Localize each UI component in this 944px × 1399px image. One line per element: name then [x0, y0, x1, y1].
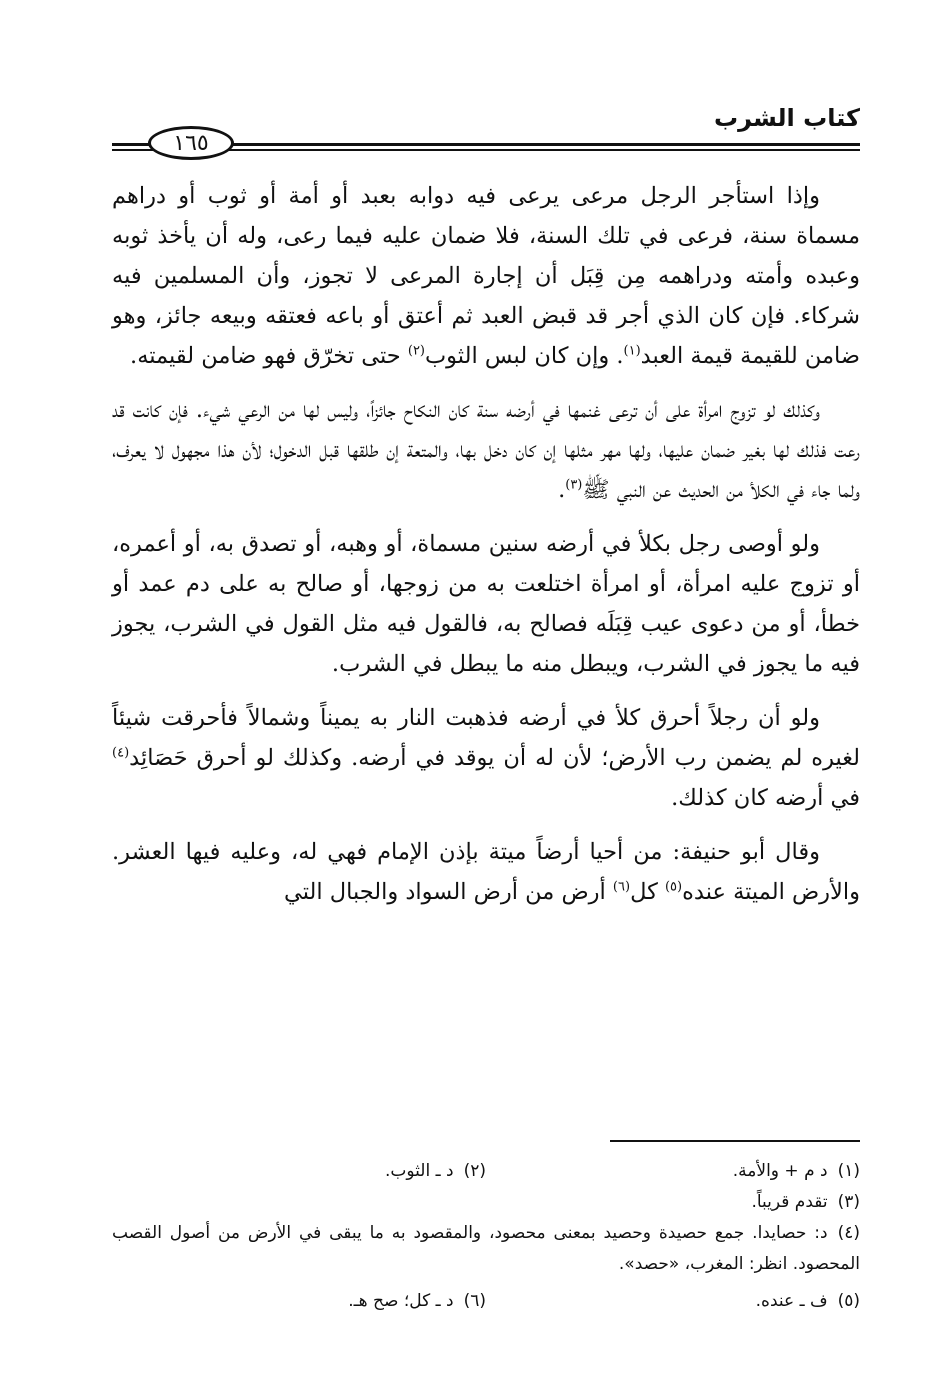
paragraph-text: . وإن كان لبس الثوب — [425, 343, 624, 369]
paragraph-text: كل — [630, 879, 665, 905]
footnote-ref: (٢) — [407, 343, 425, 359]
footnote-number: (١) — [837, 1161, 860, 1181]
footnote-number: (٥) — [837, 1291, 860, 1311]
footnote-row — [112, 1187, 860, 1218]
footnote-5 — [486, 1286, 860, 1317]
footnote-3 — [486, 1187, 860, 1218]
main-text — [112, 176, 860, 926]
paragraph-text: ولو أوصى رجل بكلأ في أرضه سنين مسماة، أو وهبه، أو تصدق به، أو أعمره، أو تزوج عليه امرأة، أو امرأة اختلعت به من زوجها، أو صالح به على دم عمد أو خطأ، أو من دعوى عيب قِبَلَه فصالح به، فالقول فيه مثل القول في الشرب، يجوز فيه ما يجوز في الشرب، ويبطل منه ما يبطل في الشرب. — [112, 531, 860, 677]
footnote-text: د م + والأمة. — [732, 1161, 828, 1181]
footnote-ref: (٣) — [565, 477, 583, 493]
footnote-number: (٣) — [837, 1192, 860, 1212]
footnote-text: ف ـ عنده. — [755, 1291, 828, 1311]
paragraph-text: وقال أبو حنيفة: من أحيا أرضاً ميتة بإذن الإمام فهي له، وعليه فيها العشر. والأرض الميتة عنده — [112, 839, 860, 905]
footnote-ref: (٦) — [612, 879, 631, 895]
footnote-text: د: حصايدا. جمع حصيدة وحصيد بمعنى محصود، والمقصود به ما يبقى في الأرض من أصول القصب المحصود. انظر: المغرب، «حصد». — [112, 1223, 860, 1274]
footnote-2 — [112, 1156, 486, 1187]
footnote-4 — [112, 1218, 860, 1280]
footnote-text: تقدم قريباً. — [751, 1192, 828, 1212]
paragraph-text: وكذلك لو تزوج امرأة على أن ترعى غنمها في أرضه سنة كان النكاح جائزاً، وليس لها من الرعي شيء. فإن كانت قد رعت فذلك لها بغير ضمان عليها، ولها مهر مثلها إن كان دخل بها، والمتعة إن طلقها قبل الدخول؛ لأن هذا مجهول لا يعرف، ولما جاء في الكلأ من الحديث عن النبي ﷺ — [112, 397, 860, 503]
footnote-text: د ـ كل؛ صح هـ. — [348, 1291, 454, 1311]
paragraph-text: حتى تخرّق فهو ضامن لقيمته. — [130, 343, 408, 369]
footnote-text: د ـ الثوب. — [384, 1161, 454, 1181]
paragraph — [112, 524, 860, 684]
paragraph-text: في أرضه كان كذلك. — [671, 785, 860, 811]
footnote-number: (٦) — [463, 1291, 486, 1311]
footnote-divider — [610, 1140, 860, 1142]
paragraph-text: ولو أن رجلاً أحرق كلأ في أرضه فذهبت النار به يميناً وشمالاً فأحرقت شيئاً لغيره لم يضمن رب الأرض؛ لأن له أن يوقد في أرضه. وكذلك لو أحرق حَصَائِد — [112, 705, 860, 771]
footnote-1 — [486, 1156, 860, 1187]
paragraph-text: أرض من أرض السواد والجبال التي — [283, 879, 613, 905]
footnote-row — [112, 1156, 860, 1187]
footnote-number: (٤) — [837, 1223, 860, 1243]
footnote-ref: (٥) — [664, 879, 683, 895]
footnote-6 — [112, 1286, 486, 1317]
paragraph — [112, 832, 860, 912]
paragraph — [112, 176, 860, 376]
footnote-number: (٢) — [463, 1161, 486, 1181]
paragraph-text: . — [558, 477, 566, 503]
footnote-row — [112, 1286, 860, 1317]
footnotes — [112, 1156, 860, 1317]
footnote-ref: (١) — [623, 343, 641, 359]
footnote-ref: (٤) — [112, 745, 130, 761]
page-number: ١٦٥ — [148, 126, 234, 160]
paragraph — [112, 390, 860, 510]
paragraph — [112, 698, 860, 818]
running-header-title: كتاب الشرب — [714, 104, 860, 132]
paragraph-text: وإذا استأجر الرجل مرعى يرعى فيه دوابه بعبد أو أمة أو ثوب أو دراهم مسماة سنة، فرعى في تلك السنة، فلا ضمان عليه فيما رعى، وله أن يأخذ ثوبه وعبده وأمته ودراهمه مِن قِبَل أن إجارة المرعى لا تجوز، وأن المسلمين فيه شركاء. فإن كان الذي أجر قد قبض العبد ثم أعتق أو باعه فعتقه وبيعه جائز، وهو ضامن للقيمة قيمة العبد — [112, 183, 860, 369]
